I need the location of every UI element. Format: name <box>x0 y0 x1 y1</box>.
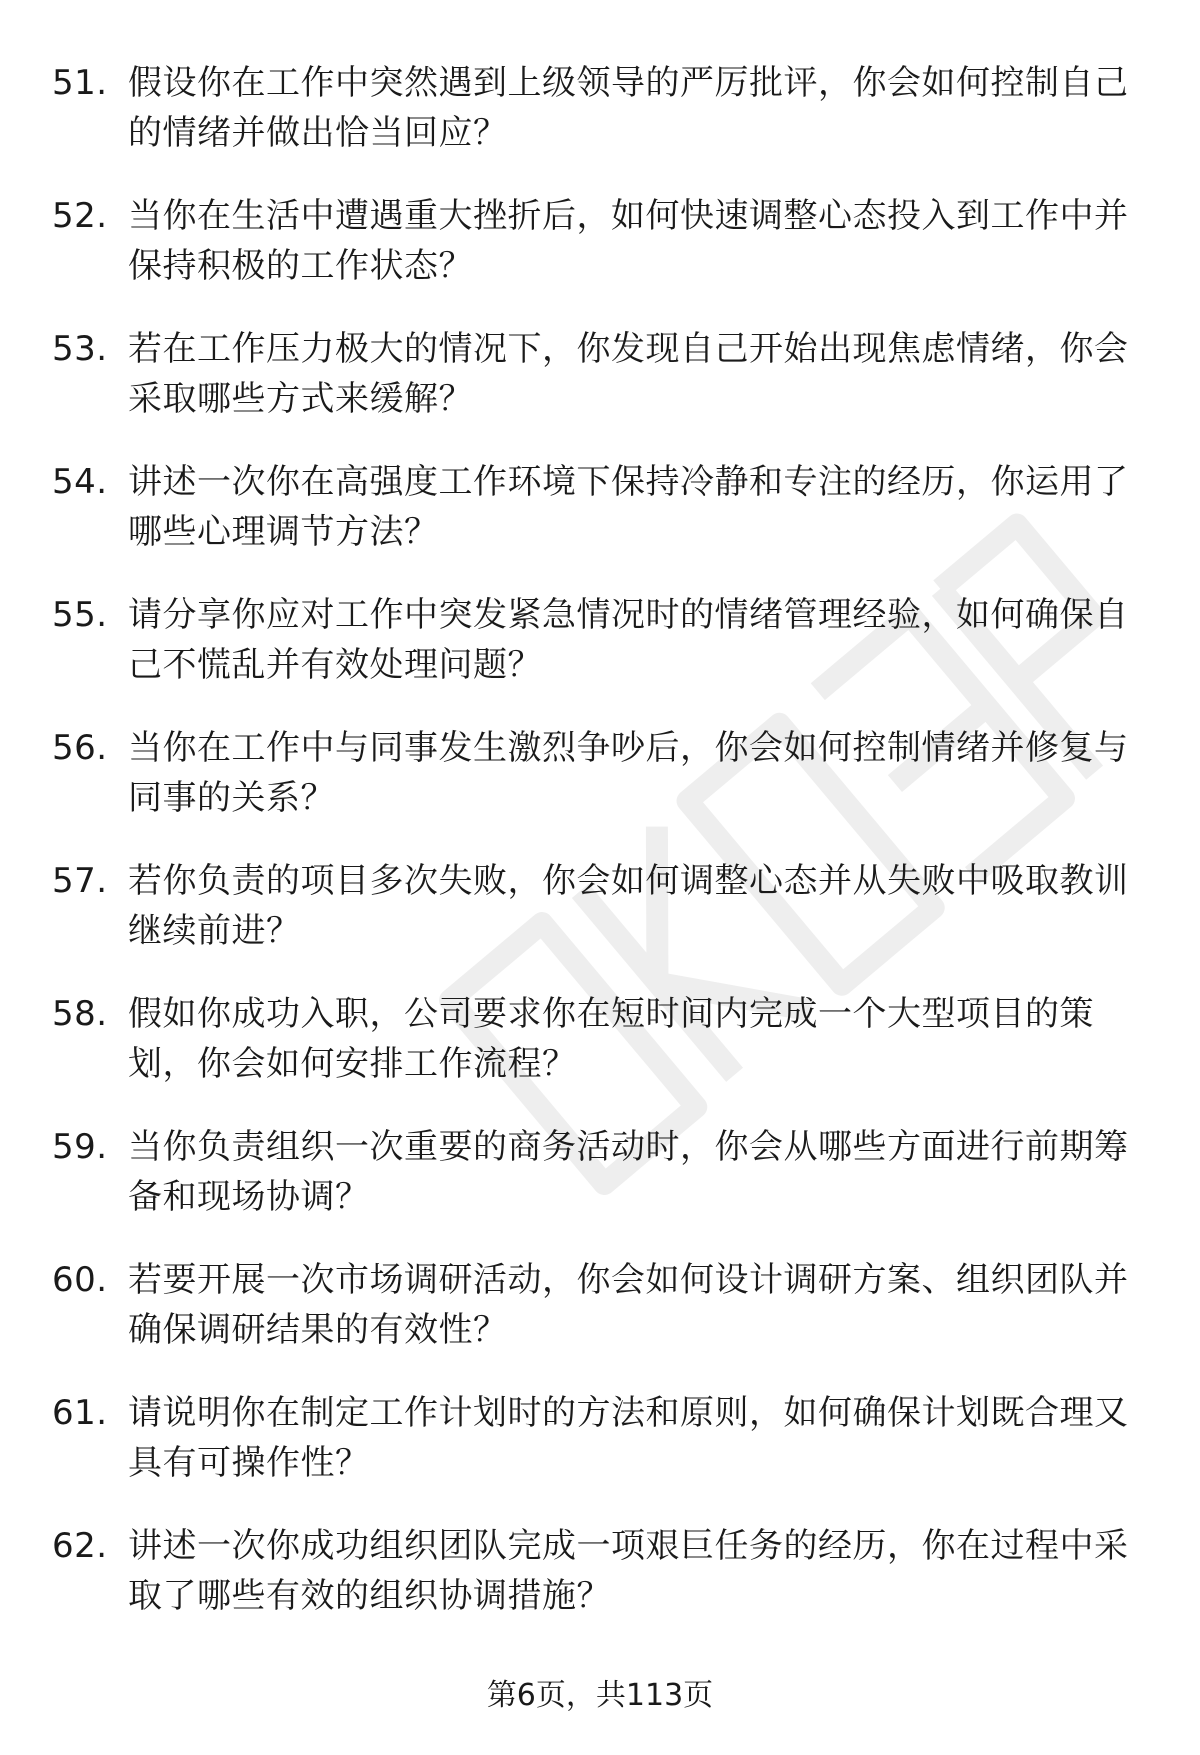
question-number: 57. <box>52 861 108 901</box>
question-item <box>52 191 1142 324</box>
question-number: 59. <box>52 1127 108 1167</box>
question-number: 53. <box>52 329 108 369</box>
question-text: 讲述一次你成功组织团队完成一项艰巨任务的经历，你在过程中采取了哪些有效的组织协调措施？ <box>128 1526 1129 1616</box>
question-item <box>52 590 1142 723</box>
question-number: 51. <box>52 63 108 103</box>
question-text: 当你负责组织一次重要的商务活动时，你会从哪些方面进行前期筹备和现场协调？ <box>128 1127 1129 1217</box>
question-text: 若你负责的项目多次失败，你会如何调整心态并从失败中吸取教训继续前进？ <box>128 861 1129 951</box>
question-item <box>52 856 1142 989</box>
question-number: 62. <box>52 1526 108 1566</box>
question-number: 61. <box>52 1393 108 1433</box>
question-text: 当你在生活中遭遇重大挫折后，如何快速调整心态投入到工作中并保持积极的工作状态？ <box>128 196 1129 286</box>
question-number: 60. <box>52 1260 108 1300</box>
question-item <box>52 723 1142 856</box>
question-item <box>52 989 1142 1122</box>
question-item <box>52 1255 1142 1388</box>
question-text: 假如你成功入职，公司要求你在短时间内完成一个大型项目的策划，你会如何安排工作流程？ <box>128 994 1094 1084</box>
question-text: 若要开展一次市场调研活动，你会如何设计调研方案、组织团队并确保调研结果的有效性？ <box>128 1260 1129 1350</box>
question-item <box>52 58 1142 191</box>
question-number: 58. <box>52 994 108 1034</box>
question-item <box>52 324 1142 457</box>
question-number: 54. <box>52 462 108 502</box>
question-number: 55. <box>52 595 108 635</box>
question-text: 若在工作压力极大的情况下，你发现自己开始出现焦虑情绪，你会采取哪些方式来缓解？ <box>128 329 1129 419</box>
page-footer: 第6页，共113页 <box>486 1678 714 1713</box>
question-number: 52. <box>52 196 108 236</box>
question-text: 当你在工作中与同事发生激烈争吵后，你会如何控制情绪并修复与同事的关系？ <box>128 728 1129 818</box>
question-item <box>52 1521 1142 1654</box>
question-text: 讲述一次你在高强度工作环境下保持冷静和专注的经历，你运用了哪些心理调节方法？ <box>128 462 1129 552</box>
question-item <box>52 1388 1142 1521</box>
question-text: 假设你在工作中突然遇到上级领导的严厉批评，你会如何控制自己的情绪并做出恰当回应？ <box>128 63 1129 153</box>
question-text: 请说明你在制定工作计划时的方法和原则，如何确保计划既合理又具有可操作性？ <box>128 1393 1129 1483</box>
question-item <box>52 1122 1142 1255</box>
question-text: 请分享你应对工作中突发紧急情况时的情绪管理经验，如何确保自己不慌乱并有效处理问题？ <box>128 595 1129 685</box>
question-list <box>52 58 1142 1654</box>
question-item <box>52 457 1142 590</box>
question-number: 56. <box>52 728 108 768</box>
